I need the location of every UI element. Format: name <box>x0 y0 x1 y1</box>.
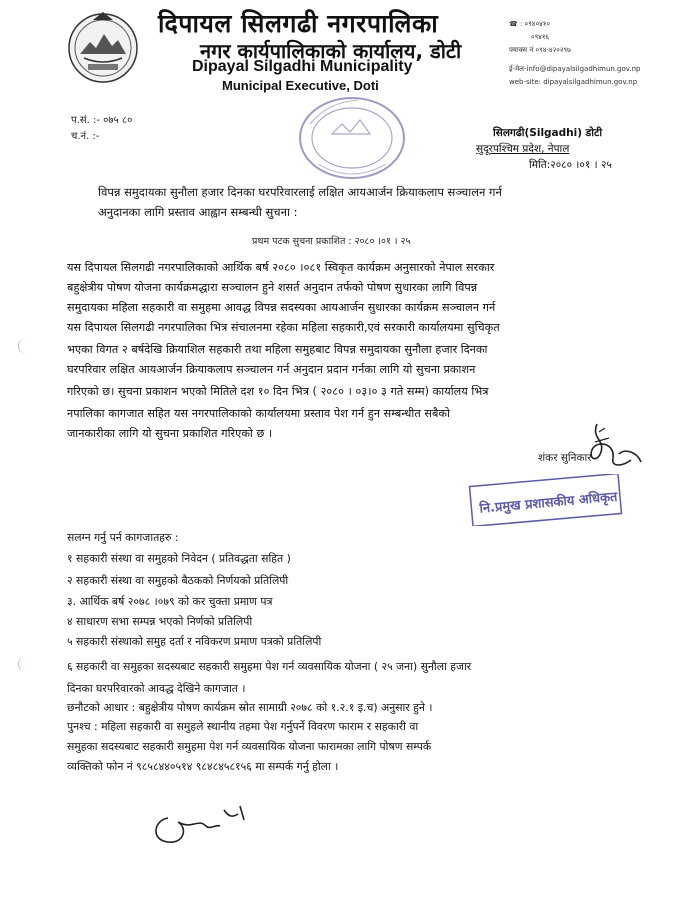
scan-edge-mark <box>18 656 27 672</box>
province-line: सुदूरपश्चिम प्रदेश, नेपाल <box>476 143 570 155</box>
contact-phone-1: ☎ : ०९४०४१० <box>509 20 551 28</box>
body-line: यस दिपायल सिलगढी नगरपालिकाको आर्थिक बर्ष २०८० ।०८१ स्विकृत कार्यक्रम अनुसारको नेपाल सरकार <box>67 261 495 274</box>
handwritten-signature <box>575 418 645 478</box>
postscript-line: पुनश्च : महिला सहकारी वा समुहले स्थानीय तहमा पेश गर्नुपर्ने विवरण फाराम र सहकारी वा <box>67 720 419 733</box>
letter-number: प.सं. :- ०७५ ८० <box>71 115 133 126</box>
postscript-line: व्यक्तिको फोन नं ९८५८४४०५१४ ९८४८४५८१५६ मा सम्पर्क गर्नु होला । <box>67 760 339 773</box>
municipality-name-en: Dipayal Silgadhi Municipality <box>192 58 413 75</box>
contact-fax: फ्याक्स नं ०९४-४२०२९७ <box>509 46 571 54</box>
selection-basis: छनौटको आधार : बहुक्षेत्रीय पोषण कार्यक्रम स्रोत सामाग्री २०७८ को १.२.१ इ.च) अनुसार हुने । <box>67 701 433 714</box>
subject-line-2: अनुदानका लागि प्रस्ताव आह्वान सम्बन्धी सुचना : <box>98 205 298 219</box>
list-item: दिनका घरपरिवारको आवद्ध देखिने कागजात । <box>67 682 246 695</box>
list-item: १ सहकारी संस्था वा समुहको निवेदन ( प्रतिवद्धता सहित ) <box>67 552 291 565</box>
body-line: घरपरिवार लक्षित आयआर्जन क्रियाकलाप सञ्चालन गर्न अनुदान प्रदान गर्नका लागि यो सुचना प्रकाशन <box>67 363 476 376</box>
signatory-name: शंकर सुनिकार <box>538 452 592 464</box>
list-item: ४ साधारण सभा सम्पन्न भएको निर्णको प्रतिलिपी <box>67 615 253 628</box>
officer-designation-stamp <box>467 474 624 526</box>
subject-line-1: विपन्न समुदायका सुनौला हजार दिनका घरपरिवारलाई लक्षित आयआर्जन क्रियाकलाप सञ्चालन गर्न <box>98 185 502 199</box>
svg-text:नि.प्रमुख प्रशासकीय अधिकृत: नि.प्रमुख प्रशासकीय अधिकृत <box>478 489 619 517</box>
body-line: यस दिपायल सिलगढी नगरपालिका भित्र संचालनमा रहेका महिला सहकारी,एवं सरकारी कार्यालयमा सुचिकृत <box>67 321 500 334</box>
dispatch-number: च.नं. :- <box>71 131 100 142</box>
first-publication-date: प्रथम पटक सुचना प्रकाशित : २०८० ।०१ । २५ <box>252 236 411 247</box>
list-item: ३. आर्थिक बर्ष २०७८ ।०७९ को कर चुक्ता प्रमाण पत्र <box>67 595 273 608</box>
postscript-line: समुहका सदस्यबाट सहकारी समुहमा पेश गर्न व्यवसायिक योजना फारामका लागि पोषण सम्पर्क <box>67 740 432 753</box>
office-name-en: Municipal Executive, Doti <box>222 78 379 93</box>
office-name-np: नगर कार्यपालिकाको कार्यालय, डोटी <box>200 39 462 63</box>
municipality-logo <box>66 6 140 90</box>
body-line: नपालिका कागजात सहित यस नगरपालिकाको कार्यालयमा प्रस्ताव पेश गर्न हुन सम्बन्धीत सबैको <box>67 407 450 420</box>
contact-email: ई-मेल-info@dipayalsilgadhimun.gov.np <box>509 65 641 73</box>
location-line: सिलगढी(Silgadhi) डोटी <box>493 127 603 139</box>
list-item: ६ सहकारी वा समुहका सदस्यबाट सहकारी समुहमा पेश गर्न व्यवसायिक योजना ( २५ जना) सुनौला हजार <box>67 660 472 673</box>
list-item: २ सहकारी संस्था वा समुहको बैठकको निर्णयको प्रतिलिपी <box>67 574 289 587</box>
municipality-name-np: दिपायल सिलगढी नगरपालिका <box>158 9 439 38</box>
attachments-heading: सलग्न गर्नु पर्न कागजातहरु : <box>67 531 179 544</box>
body-line: गरिएको छ। सुचना प्रकाशन भएको मितिले दश १० दिन भित्र ( २०८० । ०३।० ३ गते सम्म) कार्यालय भित्र <box>67 385 489 398</box>
list-item: ५ सहकारी संस्थाको समुह दर्ता र नविकरण प्रमाण पत्रको प्रतिलिपी <box>67 635 322 648</box>
body-line: समुदायका महिला सहकारी वा समुहमा आवद्ध विपन्न सदस्यका आयआर्जन सुधारका कार्यक्रम सञ्चालन गर्न <box>67 301 496 314</box>
body-line: जानकारीका लागि यो सुचना प्रकाशित गरिएको छ । <box>67 427 273 440</box>
handwritten-initials <box>148 800 258 848</box>
contact-phone-2: ०९४१६ <box>531 33 550 41</box>
municipality-seal-stamp <box>288 94 416 184</box>
body-line: भएका विगत २ बर्षदेखि क्रियाशिल सहकारी तथा महिला समुहबाट विपन्न समुदायका सुनौला हजार दिनका <box>67 343 488 356</box>
contact-website: web-site: dipayalsilgadhimun.gov.np <box>509 78 638 86</box>
body-line: बहुक्षेत्रीय पोषण योजना कार्यक्रमद्धारा सञ्चालन हुने शसर्त अनुदान तर्फको पोषण सुधारका लागि विपन्न <box>67 281 478 294</box>
scan-edge-mark <box>18 338 27 354</box>
letter-date: मिति:२०८० ।०१ । २५ <box>529 159 612 171</box>
